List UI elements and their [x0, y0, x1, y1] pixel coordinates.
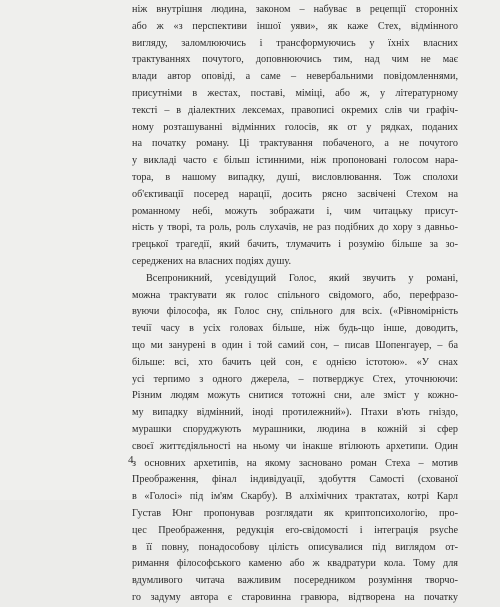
text-line: в її повну, понадособову цілість описувалися під виглядом от- [132, 541, 458, 553]
text-line: або ж «з перспективи іншої уяви», як каже Стех, відмінного [132, 20, 458, 32]
body-text [132, 2, 458, 607]
text-line: римання філософського каменю або ж квадратури кола. Тому для [132, 558, 458, 570]
text-line: влади автор оповіді, а саме – невербальними повідомленнями, [132, 71, 458, 83]
text-line: об'єктивації посеред нарації, досить рясно засвічені Стехом на [132, 188, 458, 200]
text-line: ніж внутрішня людина, законом – набуває в рецепції сторонніх [132, 4, 458, 15]
text-line: присутніми в жестах, поставі, міміці, або ж, у літературному [132, 87, 458, 99]
text-line: своєї життєдіяльності на ньому чи інакше втілюють архетипи. Один [132, 440, 458, 452]
text-line: Різним людям можуть снитися тотожні сни, але зміст у кожно- [132, 390, 458, 402]
text-line: грецької трагедії, який бачить, тлумачить і розумію більше за зо- [132, 239, 458, 251]
text-line: на початку роману. Ці трактування побаченого, а не почутого [132, 138, 458, 150]
text-line: тора, в нашому випадку, душі, висловлювання. Тож сполохи [132, 171, 458, 183]
text-line: Всепроникний, усевідущий Голос, який звучить у романі, [146, 272, 458, 284]
text-line: більше: всі, хто бачить цей сон, є однією істотою». «У снах [132, 356, 458, 368]
text-line: романному небі, можуть зображати і, чим читацьку присут- [132, 205, 458, 217]
text-line: мурашки споруджують мурашники, людина в кожній зі сфер [132, 423, 458, 435]
text-line: середжених на власних подіях душу. [132, 255, 292, 267]
text-line: можна трактувати як голос спільного свідомого, або, перефразо- [132, 289, 458, 301]
text-line: му випадку відмінний, іноді протилежний»). Птахи в'ють гніздо, [132, 407, 458, 419]
text-line: що ми занурені в один і той самий сон, – писав Шопенгауер, – ба [132, 339, 458, 351]
text-line: Преображення, фінал індивідуації, здобуття Самості (схованої [132, 474, 458, 486]
text-line: трактуваннях почутого, доповнюючись тим, над чим не має [132, 54, 458, 66]
text-line: у викладі часто є більш істинними, ніж пропоновані голосом нара- [132, 155, 458, 167]
text-line: вдумливого читача важливим посередником розуміння творчо- [132, 575, 458, 587]
text-line: вуючи філософа, як Голос сну, спільного для всіх. («Рівномірність [132, 306, 458, 318]
text-line: тексті – в діалектних лексемах, правописі окремих слів чи графіч- [132, 104, 458, 116]
text-line: течії часу в усіх головах більше, ніж будь-що інше, доводить, [132, 323, 458, 335]
text-line: вигляду, заломлюючись і трансформуючись у їхніх власних [132, 37, 458, 49]
text-line: в «Голосі» під ім'ям Скарбу). В алхімічних трактатах, котрі Карл [132, 491, 458, 503]
text-line: з основних архетипів, на якому засновано роман Стеха – мотив [132, 457, 458, 469]
page-number: 4 [128, 454, 134, 466]
text-line: Густав Юнг пропонував розглядати як криптопсихологію, про- [132, 507, 458, 519]
text-line: усі терпимо з одного джерела, – потверджує Стех, уточнюючи: [132, 373, 458, 385]
text-line: цес Преображення, редукція его-свідомості і інтеграція psyche [132, 524, 458, 536]
text-line: ність у творі, та роль, роль слухачів, не раз подібних до хору з давньо- [132, 222, 458, 234]
text-line: го задуму автора є старовинна гравюра, відтворена на початку [132, 591, 458, 603]
text-line: ному розташуванні відмінних голосів, як от у рядках, поданих [132, 121, 458, 133]
